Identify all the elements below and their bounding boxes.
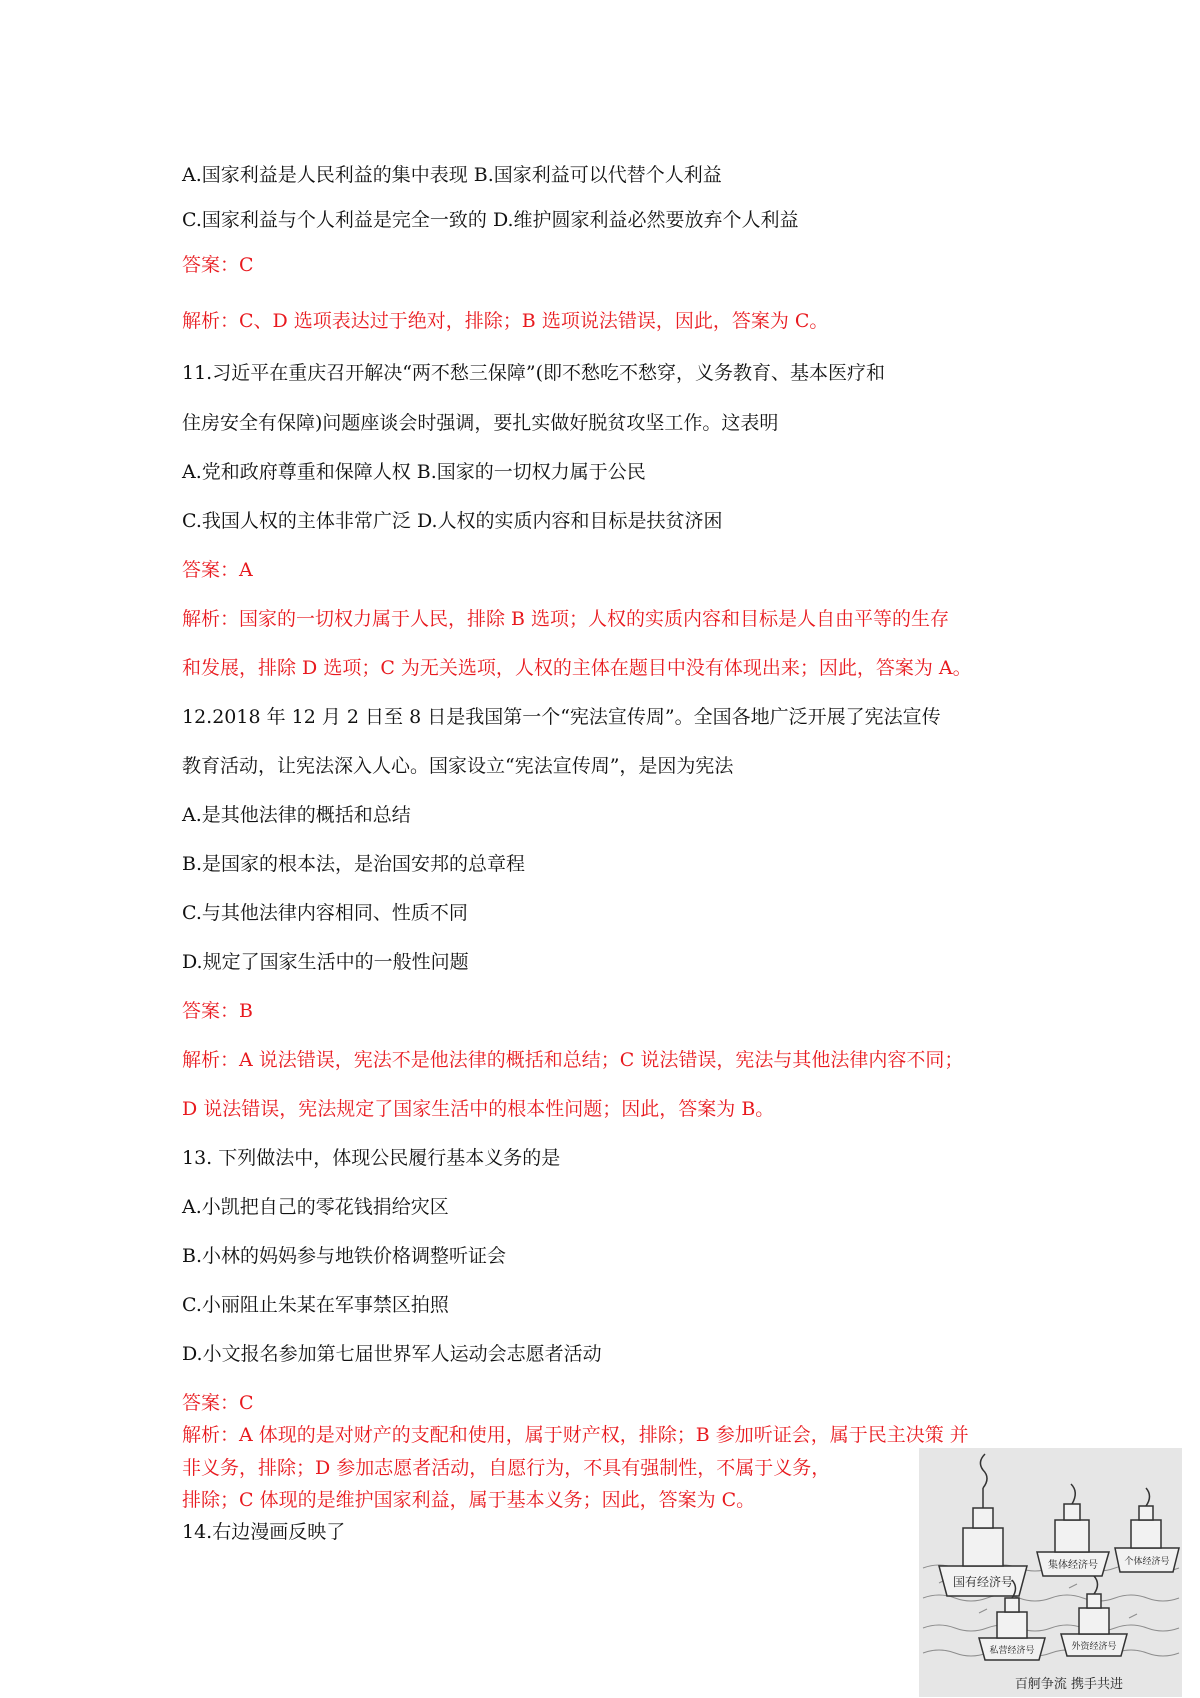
analysis-line: 和发展，排除 D 选项；C 为无关选项，人权的主体在题目中没有体现出来；因此，答案为 A。 bbox=[182, 657, 972, 679]
question-stem: 14.右边漫画反映了 bbox=[182, 1521, 346, 1543]
text-line: D.规定了国家生活中的一般性问题 bbox=[182, 951, 469, 973]
text-line: A.是其他法律的概括和总结 bbox=[182, 804, 411, 826]
text-line: 教育活动，让宪法深入人心。国家设立“宪法宣传周”，是因为宪法 bbox=[182, 755, 734, 777]
text-line: 住房安全有保障)问题座谈会时强调，要扎实做好脱贫攻坚工作。这表明 bbox=[182, 412, 779, 434]
text-line: C.我国人权的主体非常广泛 D.人权的实质内容和目标是扶贫济困 bbox=[182, 510, 723, 532]
ship-label: 个体经济号 bbox=[1124, 1557, 1170, 1567]
text-line: C.国家利益与个人利益是完全一致的 D.维护圆家利益必然要放弃个人利益 bbox=[182, 209, 799, 231]
answer-line: 答案：C bbox=[182, 254, 254, 276]
ship-label: 集体经济号 bbox=[1048, 1560, 1098, 1571]
question-stem: 13. 下列做法中，体现公民履行基本义务的是 bbox=[182, 1147, 561, 1169]
analysis-line: 解析：A 体现的是对财产的支配和使用，属于财产权，排除；B 参加听证会，属于民主决策 并 bbox=[182, 1424, 969, 1446]
text-line: D.小文报名参加第七届世界军人运动会志愿者活动 bbox=[182, 1343, 602, 1365]
text-line: C.与其他法律内容相同、性质不同 bbox=[182, 902, 468, 924]
analysis-line: 排除；C 体现的是维护国家利益，属于基本义务；因此，答案为 C。 bbox=[182, 1489, 756, 1511]
analysis-line: 解析：国家的一切权力属于人民，排除 B 选项；人权的实质内容和目标是人自由平等的生存 bbox=[182, 608, 950, 630]
ship-label: 国有经济号 bbox=[952, 1575, 1014, 1589]
ship-label: 外资经济号 bbox=[1071, 1642, 1117, 1652]
analysis-line: D 说法错误，宪法规定了国家生活中的根本性问题；因此，答案为 B。 bbox=[182, 1098, 775, 1120]
cartoon-caption: 百舸争流 携手共进 bbox=[1014, 1677, 1124, 1692]
answer-line: 答案：A bbox=[182, 559, 253, 581]
question-stem: 12.2018 年 12 月 2 日至 8 日是我国第一个“宪法宣传周”。全国各地广泛开展了宪法宣传 bbox=[182, 706, 941, 728]
answer-line: 答案：C bbox=[182, 1392, 254, 1414]
analysis-line: 非义务，排除；D 参加志愿者活动，自愿行为，不具有强制性，不属于义务， bbox=[182, 1457, 831, 1479]
text-line: B.是国家的根本法，是治国安邦的总章程 bbox=[182, 853, 526, 875]
text-line: C.小丽阻止朱某在军事禁区拍照 bbox=[182, 1294, 449, 1316]
ship-label: 私营经济号 bbox=[989, 1646, 1035, 1656]
question-stem: 11.习近平在重庆召开解决“两不愁三保障”(即不愁吃不愁穿，义务教育、基本医疗和 bbox=[182, 362, 886, 384]
text-line: A.小凯把自己的零花钱捐给灾区 bbox=[182, 1196, 449, 1218]
text-line: A.党和政府尊重和保障人权 B.国家的一切权力属于公民 bbox=[182, 461, 646, 483]
analysis-line: 解析：A 说法错误，宪法不是他法律的概括和总结；C 说法错误，宪法与其他法律内容不同； bbox=[182, 1049, 964, 1071]
analysis-line: 解析：C、D 选项表达过于绝对，排除；B 选项说法错误，因此，答案为 C。 bbox=[182, 310, 829, 332]
cartoon-image bbox=[919, 1448, 1182, 1697]
answer-line: 答案：B bbox=[182, 1000, 253, 1022]
text-line: B.小林的妈妈参与地铁价格调整听证会 bbox=[182, 1245, 507, 1267]
text-line: A.国家利益是人民利益的集中表现 B.国家利益可以代替个人利益 bbox=[182, 164, 722, 186]
